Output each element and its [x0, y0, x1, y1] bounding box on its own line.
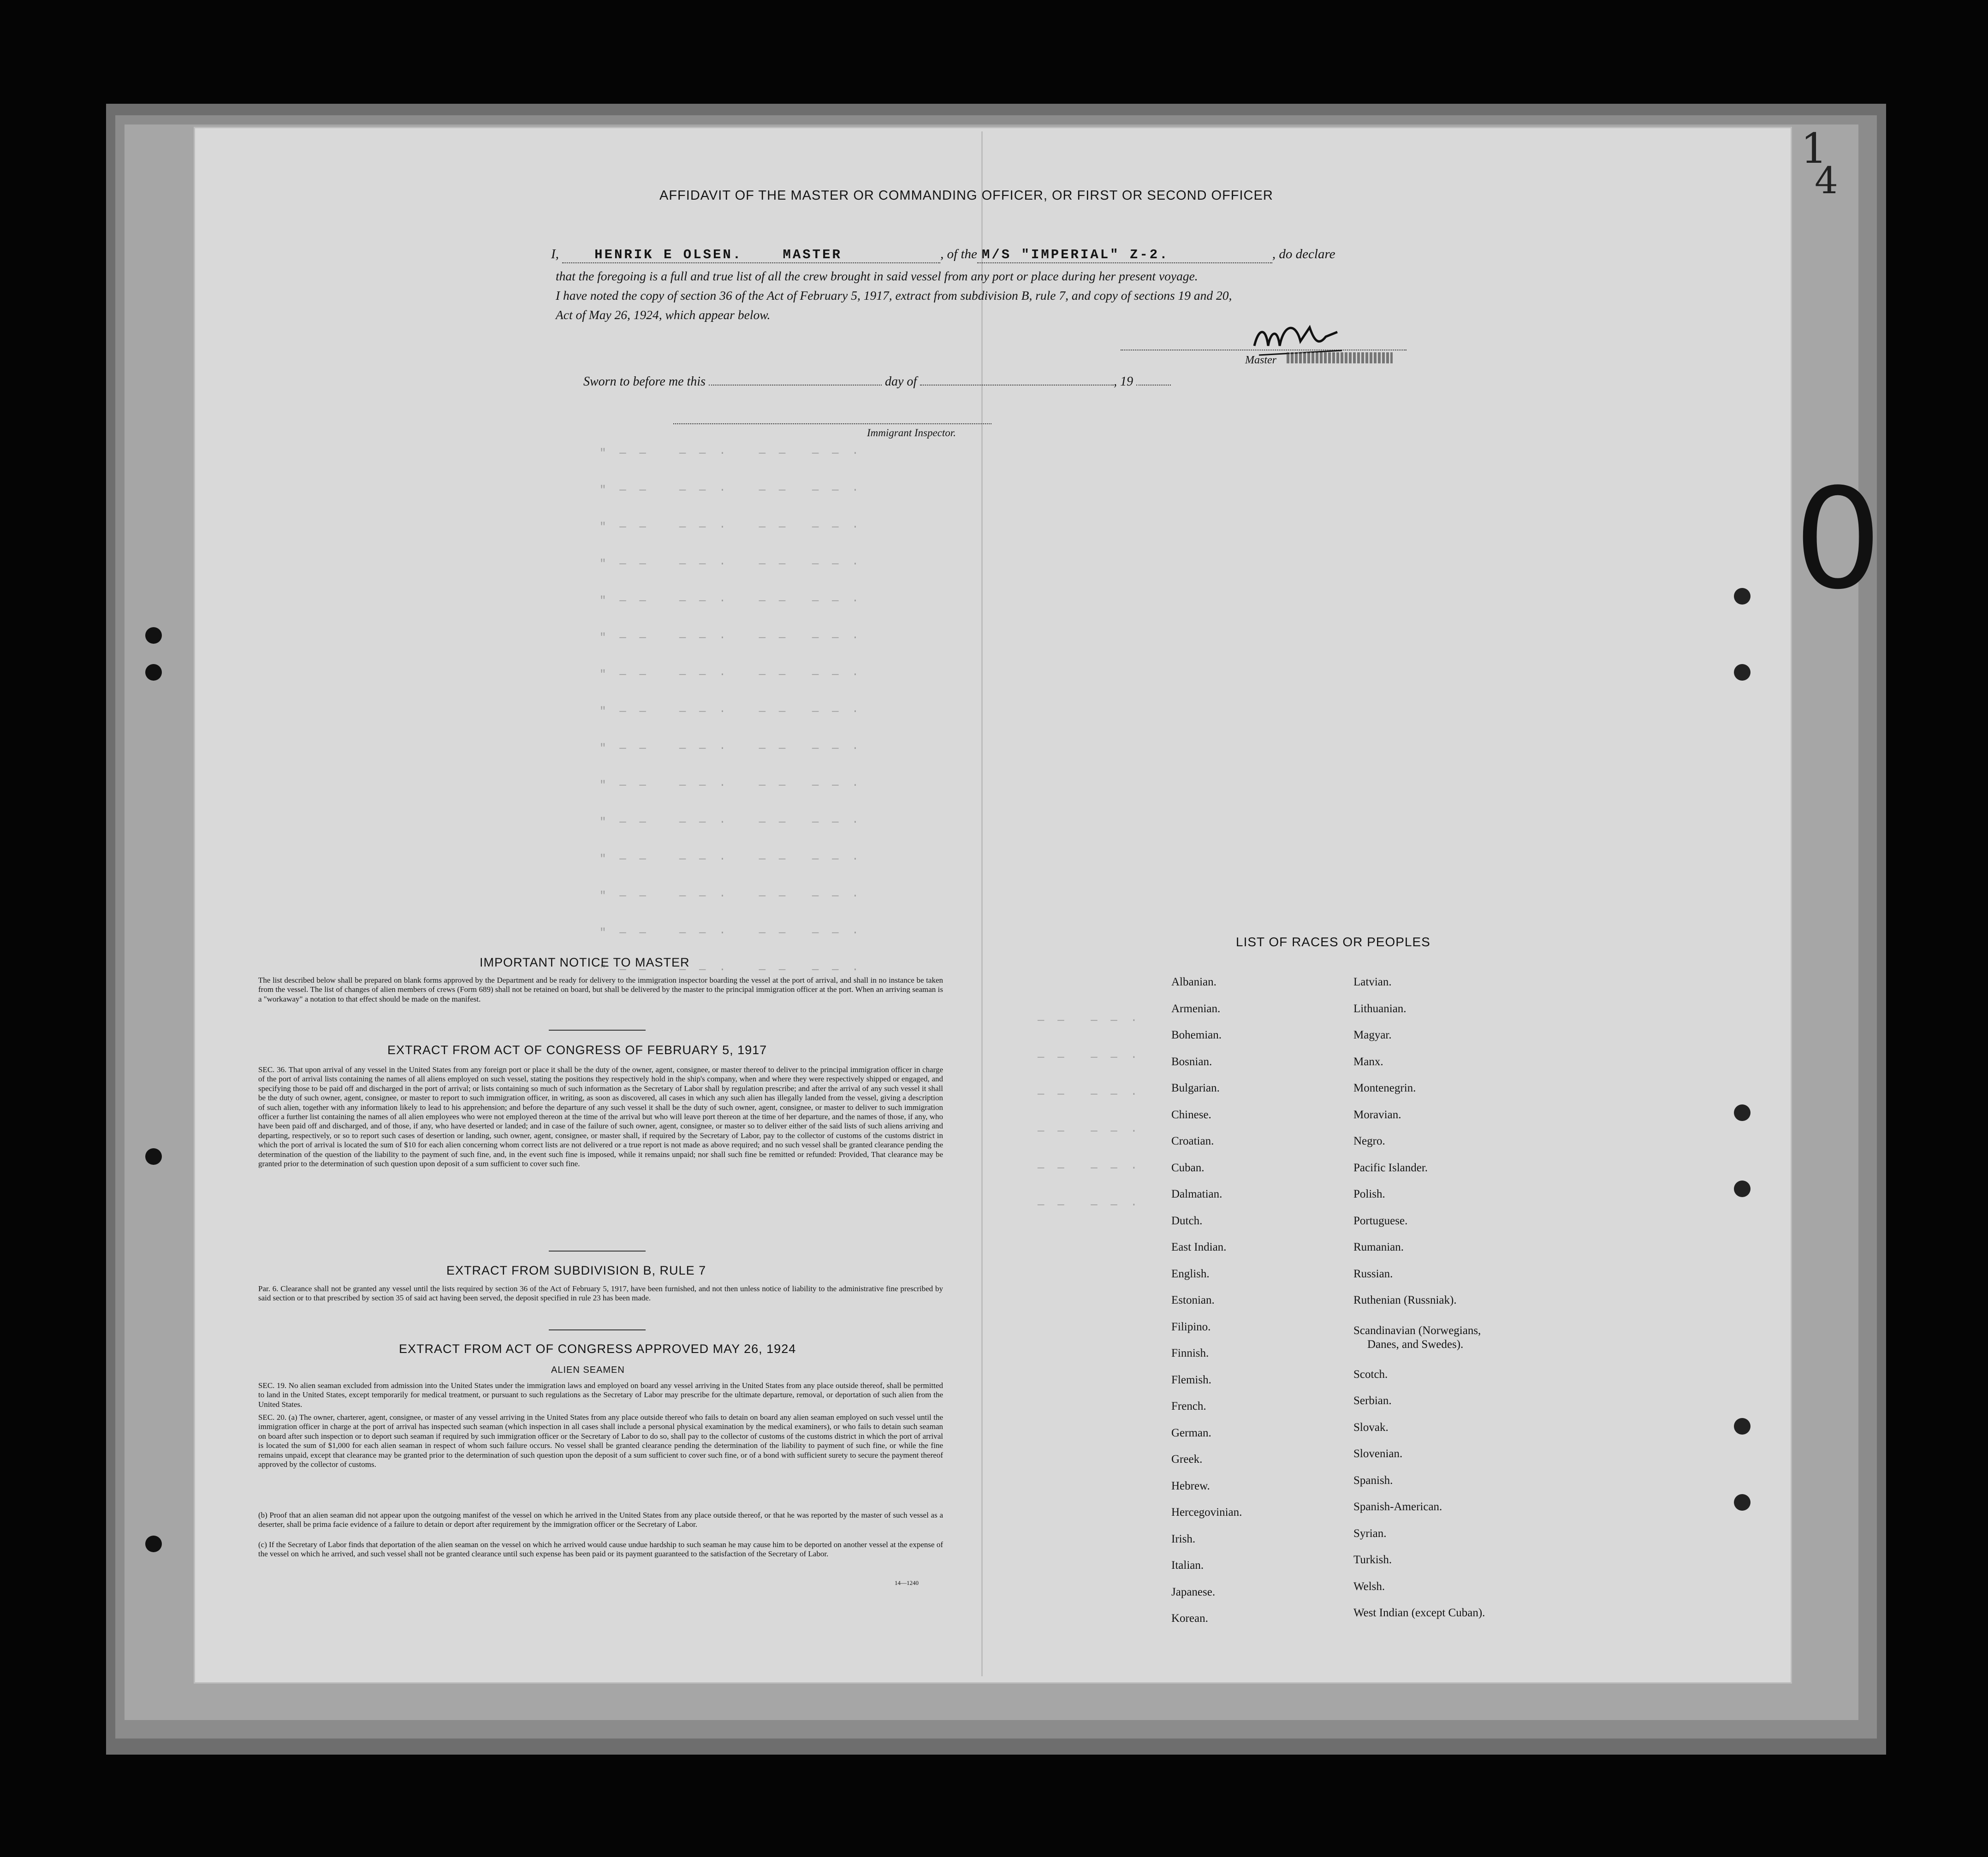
bleed-through-row: " — — — — · — — — — · — [599, 964, 859, 976]
race-item: Latvian. — [1353, 976, 1392, 988]
form-number: 14—1240 — [895, 1579, 919, 1586]
race-item: Croatian. — [1171, 1135, 1214, 1147]
bleed-through-row: " — — — — · — — — — · — [599, 816, 859, 829]
officer-name: HENRIK E OLSEN. — [594, 247, 743, 262]
race-item: Portuguese. — [1353, 1214, 1408, 1227]
race-item: Estonian. — [1171, 1294, 1215, 1306]
bleed-through-row: " — — — — · — — — — · — [599, 521, 859, 534]
extract-1924-sec20c: (c) If the Secretary of Labor finds that deportation of the alien seaman on the vessel on which he arrived would cause undue hardship to such seaman he may cause him to be deported on another vessel at the expense of the vessel on which he arrived, and such vessel shall not be granted clearance until such expense has been paid or its payment guaranteed to the satisfaction of the Secretary of Labor. — [258, 1540, 943, 1559]
race-item: Korean. — [1171, 1612, 1208, 1625]
race-item: Pacific Islander. — [1353, 1161, 1428, 1174]
race-item: Armenian. — [1171, 1002, 1221, 1015]
race-item: Ruthenian (Russniak). — [1353, 1294, 1457, 1306]
bleed-through-row: " — — — — · — — — — · — [599, 595, 859, 607]
punch-hole-icon — [1734, 1418, 1751, 1435]
punch-hole-icon — [1734, 1181, 1751, 1197]
race-item: Manx. — [1353, 1055, 1383, 1068]
bleed-through-row: " — — — — · — — — — · — [599, 779, 859, 792]
affidavit-line-3: I have noted the copy of section 36 of the Act of February 5, 1917, extract from subdivision B, rule 7, and copy of sections 19 and 20, — [556, 288, 1232, 303]
extract-1924-sec20b: (b) Proof that an alien seaman did not appear upon the outgoing manifest of the vessel on which he arrived in the United States from any place outside thereof, or that he was reported by the master of such vessel as a deserter, shall be prima facie evidence of a failure to detain or deport after requirement by the immigration officer or the Secretary of Labor. — [258, 1511, 943, 1529]
race-item: Magyar. — [1353, 1029, 1392, 1041]
handwritten-mark: 4 — [1815, 159, 1838, 202]
race-item: Greek. — [1171, 1453, 1203, 1465]
notice-title: IMPORTANT NOTICE TO MASTER — [480, 955, 690, 969]
bleed-through-row: — — — — · — [1038, 1125, 1138, 1138]
punch-hole-icon — [1734, 664, 1751, 681]
affidavit-pronoun: I, — [551, 247, 559, 261]
affidavit-line-4: Act of May 26, 1924, which appear below. — [556, 308, 771, 322]
divider — [549, 1251, 646, 1252]
race-item: Albanian. — [1171, 976, 1217, 988]
extract-1917-title: EXTRACT FROM ACT OF CONGRESS OF FEBRUARY 5, 1917 — [387, 1043, 767, 1057]
race-item: Danes, and Swedes). — [1367, 1338, 1464, 1351]
sworn-year-field — [1136, 385, 1171, 386]
race-item: Montenegrin. — [1353, 1082, 1416, 1094]
punch-hole-icon — [145, 627, 162, 644]
race-item: Flemish. — [1171, 1373, 1211, 1386]
race-item: Dutch. — [1171, 1214, 1203, 1227]
race-item: Scotch. — [1353, 1368, 1388, 1381]
extract-1924-subtitle: ALIEN SEAMEN — [551, 1365, 625, 1375]
race-item: Polish. — [1353, 1188, 1385, 1200]
bleed-through-row: " — — — — · — — — — · — [599, 447, 859, 460]
divider — [549, 1329, 646, 1330]
extract-1924-sec20a: SEC. 20. (a) The owner, charterer, agent, consignee, or master of any vessel arriving in the United States from any place outside thereof who fails to detain on board any alien seaman employed on such vessel until the immigration officer in charge at the port of arrival has inspected such seaman (which inspection in all cases shall include a personal physical examination by the medical examiners), or who fails to detain such seaman on board after such inspection or to deport such seaman if required by such immigration officer or the Secretary of Labor to do so, shall pay to the collector of customs of the customs district in which the port of arrival is located the sum of $1,000 for each alien seaman in respect of whom such failure occurs. No vessel shall be granted clearance pending the determination of the liability to payment of such fine, or while the fine remains unpaid, except that clearance may be granted prior to the determination of such question upon the deposit of a sum sufficient to cover such fine, or of a bond with sufficient surety to secure the payment thereof approved by the collector of customs. — [258, 1413, 943, 1469]
affidavit-title: AFFIDAVIT OF THE MASTER OR COMMANDING OFFICER, OR FIRST OR SECOND OFFICER — [659, 188, 1273, 203]
notice-body: The list described below shall be prepared on blank forms approved by the Department and be ready for delivery to the immigration inspector boarding the vessel at the port of arrival, and shall in no instance be taken from the vessel. The list of changes of alien members of crews (Form 689) shall not be retained on board, but shall be delivered by the master to the principal immigration officer at the port. When an arriving seaman is a "workaway" a notation to that effect should be made on the manifest. — [258, 976, 943, 1003]
bleed-through-row: — — — — · — [1038, 1088, 1138, 1101]
extract-1924-title: EXTRACT FROM ACT OF CONGRESS APPROVED MAY 26, 1924 — [399, 1342, 796, 1356]
bleed-through-row: " — — — — · — — — — · — [599, 558, 859, 570]
bleed-through-row: " — — — — · — — — — · — [599, 890, 859, 902]
race-item: Filipino. — [1171, 1320, 1211, 1333]
punch-hole-icon — [145, 1148, 162, 1165]
race-item: French. — [1171, 1400, 1206, 1412]
race-item: Welsh. — [1353, 1580, 1385, 1593]
extract-rule7-body: Par. 6. Clearance shall not be granted any vessel until the lists required by section 36 of the Act of February 5, 1917, have been furnished, and not then unless notice of liability to the administrative fine prescribed by said section or to that prescribed by section 35 of said act having been served, the deposit specified in rule 23 has been made. — [258, 1284, 943, 1303]
extract-1917-body: SEC. 36. That upon arrival of any vessel in the United States from any foreign port or place it shall be the duty of the owner, agent, consignee, or master thereof to deliver to the principal immigration officer in charge of the port of arrival lists containing the names of all aliens employed on such vessel, stating the positions they respectively hold in the ship's company, when and where they were respectively shipped or engaged, and specifying those to be paid off and discharged in the port of arrival; or lists containing so much of such information as the Secretary of Labor shall by regulation prescribe; and after the arrival of any such vessel it shall be the duty of such owner, agent, consignee, or master to report to such immigration officer, in writing, as soon as discovered, all cases in which any such alien has illegally landed from the vessel, giving a description of such alien, together with any information likely to lead to his apprehension; and before the departure of any such vessel it shall be the duty of such owner, agent, consignee, or master to deliver to such immigration officer a further list containing the names of all alien employees who were not employed thereon at the time of the arrival but who will leave port thereon at the time of her departure, and the names of those, if any, who have been paid off and discharged, and of those, if any, who have deserted or landed; and in case of the failure of such owner, agent, consignee, or master so to deliver either of the said lists of such aliens arriving and departing, respectively, or so to report such cases of desertion or landing, such owner, agent, consignee, or master shall, if required by the Secretary of Labor, pay to the collector of customs of the customs district in which the port of arrival is located the sum of $10 for each alien concerning whom correct lists are not delivered or a true report is not made as above required; and no such vessel shall be granted clearance pending the determination of the question of the liability to the payment of such fine, and, in the event such fine is imposed, while it remains unpaid; nor shall such fine be remitted or refunded: Provided, That clearance may be granted prior to the determination of such question upon deposit of a sum sufficient to cover such fine. — [258, 1065, 943, 1169]
race-item: Syrian. — [1353, 1527, 1387, 1540]
race-item: English. — [1171, 1267, 1210, 1280]
vessel-field — [977, 247, 1272, 263]
sworn-year-label: , 19 — [1114, 374, 1133, 389]
race-item: Rumanian. — [1353, 1241, 1404, 1253]
page-fold — [981, 131, 983, 1676]
punch-hole-icon — [1734, 1104, 1751, 1121]
bleed-through-row: " — — — — · — — — — · — [599, 927, 859, 939]
sworn-prefix: Sworn to before me this — [583, 374, 706, 389]
sworn-line — [583, 374, 1171, 389]
bleed-through-row: " — — — — · — — — — · — [599, 742, 859, 755]
race-item: Slovak. — [1353, 1421, 1389, 1434]
race-item: Negro. — [1353, 1135, 1385, 1147]
race-item: Russian. — [1353, 1267, 1393, 1280]
bleed-through-row: " — — — — · — — — — · — [599, 706, 859, 718]
punch-hole-icon — [145, 1536, 162, 1552]
signature-caption: Master — [1245, 354, 1276, 366]
race-item: Bulgarian. — [1171, 1082, 1220, 1094]
race-item: Finnish. — [1171, 1347, 1209, 1359]
race-item: German. — [1171, 1426, 1211, 1439]
race-item: Italian. — [1171, 1559, 1204, 1572]
race-item: Japanese. — [1171, 1585, 1216, 1598]
sworn-day-label: day of — [884, 374, 917, 389]
vessel-name: M/S "IMPERIAL" Z-2. — [981, 247, 1169, 262]
bleed-through-row: — — — — · — [1038, 1162, 1138, 1175]
punch-hole-icon — [1734, 588, 1751, 605]
race-item: Irish. — [1171, 1532, 1196, 1545]
bleed-through-row: " — — — — · — — — — · — [599, 669, 859, 681]
inspector-caption: Immigrant Inspector. — [867, 427, 956, 439]
race-item: Slovenian. — [1353, 1448, 1403, 1460]
race-item: Scandinavian (Norwegians, — [1353, 1324, 1481, 1337]
race-item: Cuban. — [1171, 1161, 1205, 1174]
race-item: Dalmatian. — [1171, 1188, 1222, 1200]
sworn-date-field — [709, 385, 882, 386]
race-item: Bosnian. — [1171, 1055, 1212, 1068]
races-title: LIST OF RACES OR PEOPLES — [1236, 935, 1430, 949]
divider — [549, 1030, 646, 1031]
bleed-through-row: " — — — — · — — — — · — [599, 853, 859, 866]
race-item: Turkish. — [1353, 1554, 1392, 1566]
bleed-through-row: " — — — — · — — — — · — [599, 632, 859, 644]
extract-rule7-title: EXTRACT FROM SUBDIVISION B, RULE 7 — [446, 1264, 706, 1277]
bleed-through-row: — — — — · — [1038, 1015, 1138, 1027]
affidavit-line-2: that the foregoing is a full and true list of all the crew brought in said vessel from any port or place during her present voyage. — [556, 269, 1198, 283]
of-the-text: , of the — [940, 247, 977, 261]
inspector-signature-line — [673, 423, 991, 424]
officer-field — [562, 247, 940, 263]
handwritten-zero: 0 — [1794, 459, 1882, 620]
punch-hole-icon — [145, 664, 162, 681]
extract-1924-sec19: SEC. 19. No alien seaman excluded from admission into the United States under the immigration laws and employed on board any vessel arriving in the United States from any place outside thereof, shall be permitted to land in the United States, except temporarily for medical treatment, or pursuant to such regulations as the Secretary of Labor may prescribe for the ultimate departure, removal, or deportation of such alien from the United States. — [258, 1381, 943, 1409]
race-item: Hebrew. — [1171, 1479, 1210, 1492]
bleed-through-row: — — — — · — [1038, 1051, 1138, 1064]
race-item: Bohemian. — [1171, 1029, 1222, 1041]
sworn-month-field — [920, 385, 1114, 386]
race-item: Moravian. — [1353, 1108, 1401, 1121]
bleed-through-row: " — — — — · — — — — · — [599, 484, 859, 497]
race-item: West Indian (except Cuban). — [1353, 1607, 1485, 1620]
race-item: Hercegovinian. — [1171, 1506, 1242, 1519]
race-item: East Indian. — [1171, 1241, 1227, 1253]
affidavit-declaration-line — [551, 247, 1335, 263]
bleed-through-row: — — — — · — [1038, 1199, 1138, 1211]
handwritten-mark: 1 — [1801, 125, 1828, 173]
race-item: Lithuanian. — [1353, 1002, 1406, 1015]
officer-title: MASTER — [783, 247, 842, 262]
race-item: Serbian. — [1353, 1394, 1392, 1407]
race-item: Spanish. — [1353, 1474, 1393, 1487]
race-item: Chinese. — [1171, 1108, 1211, 1121]
punch-hole-icon — [1734, 1494, 1751, 1511]
struck-out-text — [1287, 352, 1393, 363]
race-item: Spanish-American. — [1353, 1501, 1442, 1513]
declare-text: , do declare — [1272, 247, 1335, 261]
